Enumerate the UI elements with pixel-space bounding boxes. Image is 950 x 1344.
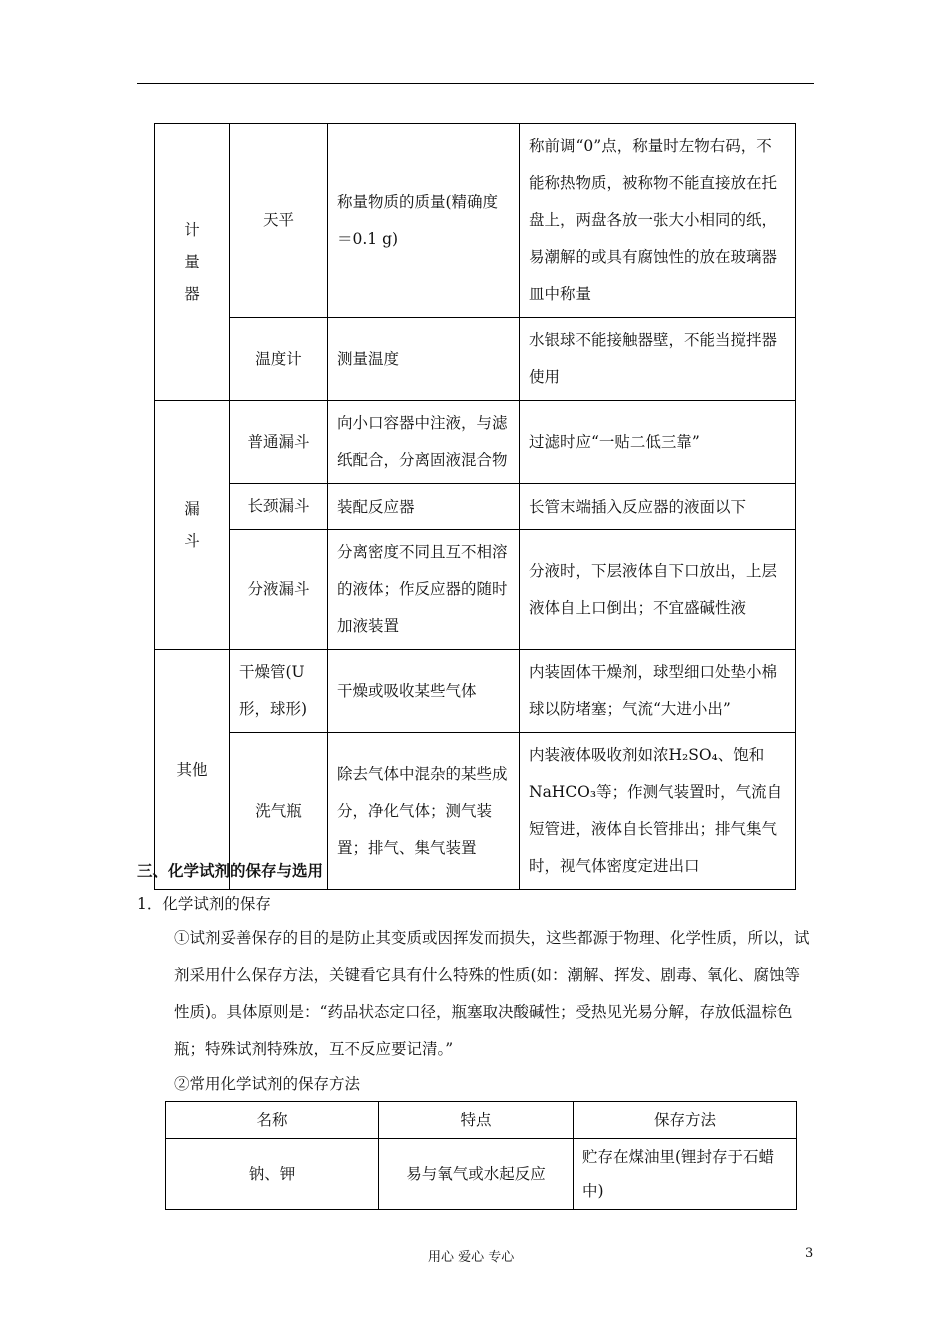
instrument-use: 装配反应器 (328, 484, 520, 530)
table-row (155, 318, 796, 401)
table-row (155, 484, 796, 530)
instrument-name: 长颈漏斗 (230, 484, 328, 530)
section-title: 三、化学试剂的保存与选用 (137, 861, 324, 880)
page-number: 3 (805, 1246, 814, 1261)
table-row (155, 401, 796, 484)
column-header: 保存方法 (574, 1102, 797, 1139)
table-cell: 贮存在煤油里(锂封存于石蜡中) (574, 1139, 797, 1210)
table-cell: 钠、钾 (166, 1139, 379, 1210)
instrument-name: 天平 (230, 124, 328, 318)
instrument-name: 洗气瓶 (230, 733, 328, 890)
table-row (155, 124, 796, 318)
reagent-table (165, 1101, 797, 1210)
instrument-use: 称量物质的质量(精确度＝0.1 g) (328, 124, 520, 318)
table-row (155, 650, 796, 733)
category-cell: 漏 斗 (155, 401, 230, 650)
table-header-row (166, 1102, 797, 1139)
instrument-use: 干燥或吸收某些气体 (328, 650, 520, 733)
instrument-table (154, 123, 796, 890)
category-cell: 计 量 器 (155, 124, 230, 401)
table-row (155, 530, 796, 650)
instrument-use: 除去气体中混杂的某些成分，净化气体；测气装置；排气、集气装置 (328, 733, 520, 890)
instrument-name: 普通漏斗 (230, 401, 328, 484)
instrument-use: 测量温度 (328, 318, 520, 401)
paragraph: ②常用化学试剂的保存方法 (174, 1075, 361, 1093)
instrument-use: 分离密度不同且互不相溶的液体；作反应器的随时加液装置 (328, 530, 520, 650)
instrument-note: 水银球不能接触器壁，不能当搅拌器使用 (520, 318, 796, 401)
table-cell: 易与氧气或水起反应 (379, 1139, 574, 1210)
paragraph: ①试剂妥善保存的目的是防止其变质或因挥发而损失，这些都源于物理、化学性质，所以，试剂采用什么保存方法，关键看它具有什么特殊的性质(如：潮解、挥发、剧毒、氧化、腐蚀等性质)。具体原则是：“药品状态定口径，瓶塞取决酸碱性；受热见光易分解，存放低温棕色瓶；特殊试剂特殊放，互不反应要记清。” (174, 929, 810, 1058)
instrument-note: 过滤时应“一贴二低三靠” (520, 401, 796, 484)
sub-title: 1．化学试剂的保存 (137, 895, 271, 913)
instrument-name: 分液漏斗 (230, 530, 328, 650)
column-header: 特点 (379, 1102, 574, 1139)
instrument-note: 长管末端插入反应器的液面以下 (520, 484, 796, 530)
instrument-note: 分液时，下层液体自下口放出，上层液体自上口倒出；不宜盛碱性液 (520, 530, 796, 650)
instrument-use: 向小口容器中注液，与滤纸配合，分离固液混合物 (328, 401, 520, 484)
table-row (166, 1139, 797, 1210)
instrument-note: 内装液体吸收剂如浓H₂SO₄、饱和NaHCO₃等；作测气装置时，气流自短管进，液体自长管排出；排气集气时，视气体密度定进出口 (520, 733, 796, 890)
footer-slogan: 用心 爱心 专心 (428, 1250, 515, 1265)
column-header: 名称 (166, 1102, 379, 1139)
instrument-note: 内装固体干燥剂，球型细口处垫小棉球以防堵塞；气流“大进小出” (520, 650, 796, 733)
instrument-name: 温度计 (230, 318, 328, 401)
instrument-name: 干燥管(U形，球形) (230, 650, 328, 733)
instrument-note: 称前调“0”点，称量时左物右码，不能称热物质，被称物不能直接放在托盘上，两盘各放一张大小相同的纸，易潮解的或具有腐蚀性的放在玻璃器皿中称量 (520, 124, 796, 318)
header-rule (137, 83, 814, 84)
category-cell: 其他 (155, 650, 230, 890)
